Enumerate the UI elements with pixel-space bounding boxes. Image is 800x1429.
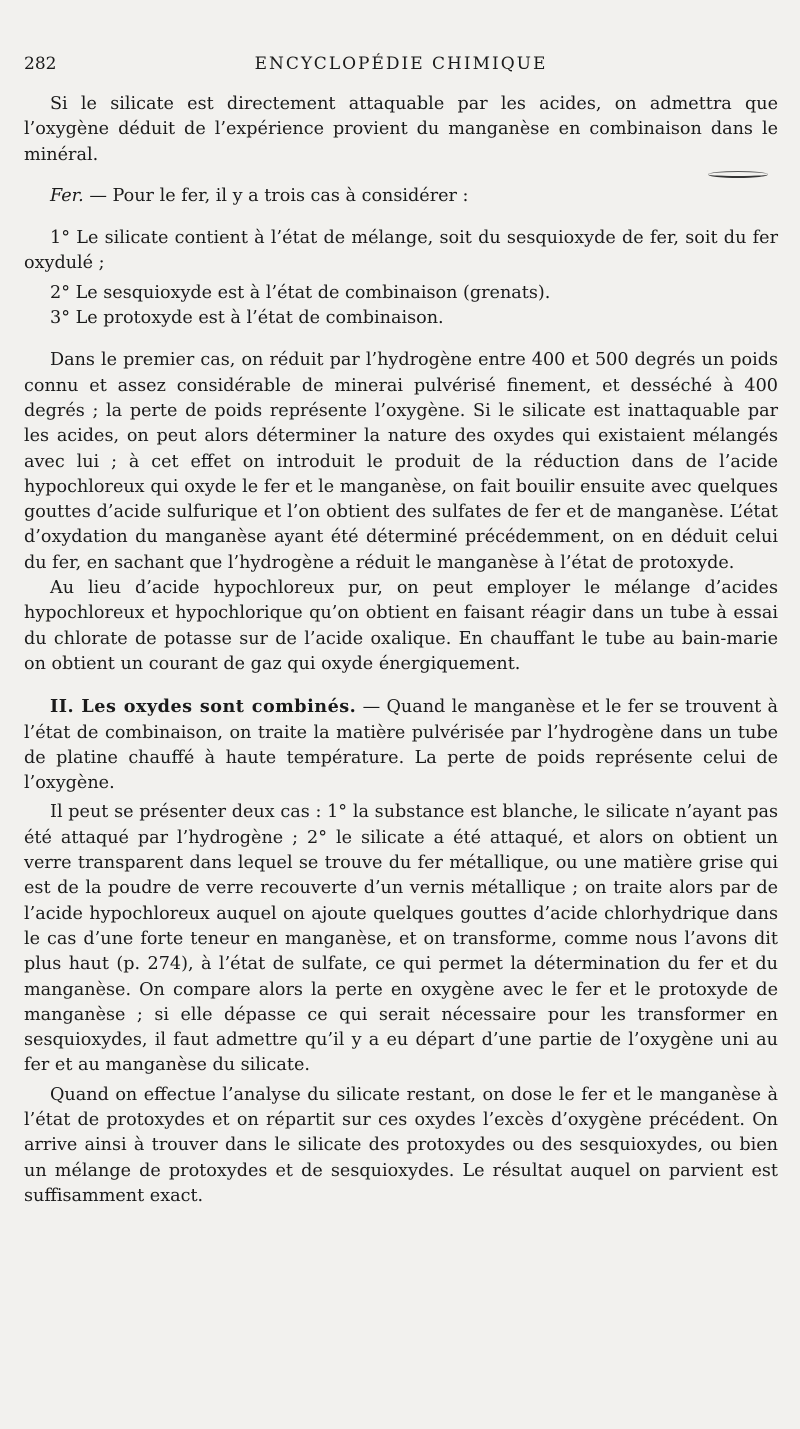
paragraph-silicate-attaquable: Si le silicate est directement attaquable par les acides, on admettra que l’oxygène déduit de l’expérience provient du manganèse en combinaison dans le minéral. (24, 94, 778, 165)
page-body (24, 92, 778, 1209)
ornament-flourish-icon (708, 171, 768, 178)
page-number: 282 (24, 54, 57, 74)
section-II-heading: II. Les oxydes sont combinés. (50, 696, 357, 718)
list-item-case-2: 2° Le sesquioxyde est à l’état de combinaison (grenats). (50, 282, 551, 303)
paragraph-deux-cas: Il peut se présenter deux cas : 1° la substance est blanche, le silicate n’ayant pas été attaqué par l’hydrogène ; 2° le silicate a été attaqué, et alors on obtient un verre transparent dans lequel se trouve du fer métallique, ou une matière grise qui est de la poudre de verre recouverte d’un vernis métallique ; on traite alors par de l’acide hypochloreux auquel on ajoute quelques gouttes d’acide chlorhydrique dans le cas d’une forte teneur en manganèse, et on transforme, comme nous l’avons dit plus haut (p. 274), à l’état de sulfate, ce qui permet la détermination du fer et du manganèse. On compare alors la perte en oxygène avec le fer et le protoxyde de manganèse ; si elle dépasse ce qui serait nécessaire pour les transformer en sesquioxydes, il faut admettre qu’il y a eu départ d’une partie de l’oxygène uni au fer et au manganèse du silicate. (24, 802, 778, 1076)
fer-heading: Fer. (50, 185, 84, 206)
ornament-divider (24, 170, 778, 184)
page-header (24, 54, 778, 80)
paragraph-au-lieu: Au lieu d’acide hypochloreux pur, on peut employer le mélange d’acides hypochloreux et hypochlorique qu’on obtient en faisant réagir dans un tube à essai du chlorate de potasse sur de l’acide oxalique. En chauffant le tube au bain-marie on obtient un courant de gaz qui oxyde énergiquement. (24, 578, 778, 674)
paragraph-premier-cas: Dans le premier cas, on réduit par l’hydrogène entre 400 et 500 degrés un poids connu et assez considérable de minerai pulvérisé finement, et desséché à 400 degrés ; la perte de poids représente l’oxygène. Si le silicate est inattaquable par les acides, on peut alors déterminer la nature des oxydes qui existaient mélangés avec lui ; à cet effet on introduit le produit de la réduction dans de l’acide hypochloreux qui oxyde le fer et le manganèse, on fait bouilir ensuite avec quelques gouttes d’acide sulfurique et l’on obtient des sulfates de fer et de manganèse. L’état d’oxydation du manganèse ayant été déterminé précédemment, on en déduit celui du fer, en sachant que l’hydrogène a réduit le manganèse à l’état de protoxyde. (24, 350, 778, 573)
list-item-case-3: 3° Le protoxyde est à l’état de combinaison. (50, 308, 444, 329)
running-title: ENCYCLOPÉDIE CHIMIQUE (254, 54, 548, 74)
paragraph-section-II: II. Les oxydes sont combinés. — Quand le manganèse et le fer se trouvent à l’état de combinaison, on traite la matière pulvérisée par l’hydrogène dans un tube de platine chauffé à haute température. La perte de poids représente celui de l’oxygène. (24, 696, 778, 794)
paragraph-fer-intro: Fer. — Pour le fer, il y a trois cas à considérer : (50, 185, 469, 206)
paragraph-quand-on-effectue: Quand on effectue l’analyse du silicate restant, on dose le fer et le manganèse à l’état de protoxydes et on répartit sur ces oxydes l’excès d’oxygène précédent. On arrive ainsi à trouver dans le silicate des protoxydes ou des sesquioxydes, ou bien un mélange de protoxydes et de sesquioxydes. Le résultat auquel on parvient est suffisamment exact. (24, 1084, 778, 1206)
list-item-case-1: 1° Le silicate contient à l’état de mélange, soit du sesquioxyde de fer, soit du fer oxydulé ; (24, 228, 778, 274)
